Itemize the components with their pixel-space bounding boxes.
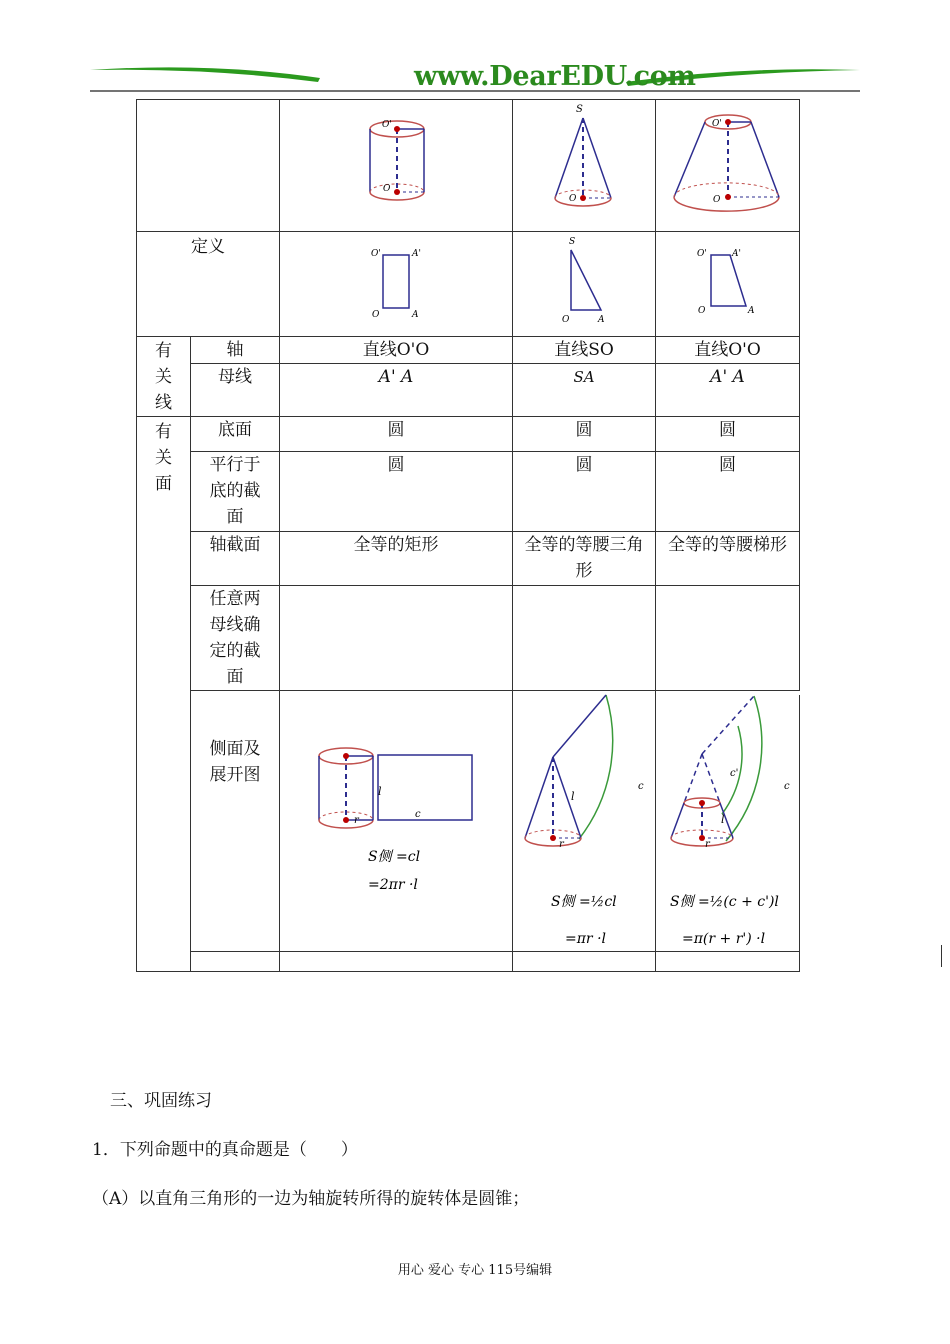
svg-text:A': A' bbox=[412, 249, 421, 259]
base-cylinder: 圆 bbox=[280, 417, 513, 452]
axial-section-label: 轴截面 bbox=[191, 532, 280, 586]
site-logo: www.DearEDU.com bbox=[414, 61, 696, 92]
axial-section-frustum: 全等的等腰梯形 bbox=[656, 532, 800, 586]
faces-group-label: 有关面 bbox=[155, 422, 172, 494]
svg-text:S: S bbox=[576, 104, 583, 115]
page-footer: 用心 爱心 专心 115号编辑 bbox=[397, 1263, 553, 1278]
svg-text:O': O' bbox=[382, 120, 392, 130]
lines-group-label: 有关线 bbox=[155, 341, 172, 413]
cone-lateral-figure bbox=[513, 691, 656, 952]
axis-cylinder: 直线O'O bbox=[280, 337, 513, 364]
any-section-row bbox=[137, 586, 800, 691]
svg-text:A: A bbox=[598, 315, 605, 325]
svg-text:l: l bbox=[571, 790, 575, 803]
svg-text:r: r bbox=[354, 815, 359, 826]
svg-text:S: S bbox=[569, 237, 576, 247]
svg-text:O: O bbox=[698, 306, 706, 316]
option-a: （A）以直角三角形的一边为轴旋转所得的旋转体是圆锥； bbox=[92, 1189, 530, 1209]
svg-text:O: O bbox=[562, 315, 570, 325]
svg-text:O': O' bbox=[697, 249, 707, 259]
section-heading: 三、巩固练习 bbox=[110, 1091, 212, 1111]
any-section-cylinder bbox=[280, 586, 513, 691]
svg-text:S侧 =½(c + c')l: S侧 =½(c + c')l bbox=[670, 894, 779, 910]
any-section-frustum bbox=[656, 586, 800, 691]
svg-text:S侧 =½cl: S侧 =½cl bbox=[551, 894, 617, 910]
svg-text:O: O bbox=[569, 194, 577, 204]
svg-text:c': c' bbox=[730, 768, 739, 779]
parallel-section-row bbox=[137, 452, 800, 532]
generatrix-row bbox=[137, 364, 800, 417]
axis-cone: 直线SO bbox=[513, 337, 656, 364]
parallel-section-label: 平行于底的截面 bbox=[191, 452, 280, 532]
svg-text:A': A' bbox=[732, 249, 741, 259]
lateral-label: 侧面及展开图 bbox=[191, 691, 280, 952]
generatrix-label: 母线 bbox=[191, 364, 280, 417]
page-header bbox=[90, 60, 860, 100]
axis-row bbox=[137, 337, 800, 364]
parallel-section-cylinder: 圆 bbox=[280, 452, 513, 532]
svg-text:=πr ·l: =πr ·l bbox=[565, 931, 607, 947]
any-section-cone bbox=[513, 586, 656, 691]
cone-figure bbox=[513, 100, 656, 232]
svg-text:c: c bbox=[638, 781, 644, 792]
svg-text:O: O bbox=[372, 310, 380, 320]
cylinder-section-figure bbox=[280, 232, 513, 337]
svg-text:O: O bbox=[383, 184, 391, 194]
any-section-label: 任意两母线确定的截面 bbox=[191, 586, 280, 691]
figure-row bbox=[137, 100, 800, 232]
definition-row bbox=[137, 232, 800, 337]
frustum-section-figure bbox=[656, 232, 800, 337]
svg-text:r: r bbox=[559, 839, 564, 850]
svg-text:O': O' bbox=[371, 249, 381, 259]
cone-section-figure bbox=[513, 232, 656, 337]
svg-text:O: O bbox=[713, 195, 721, 205]
svg-text:=π(r + r') ·l: =π(r + r') ·l bbox=[682, 931, 766, 947]
margin-mark bbox=[941, 945, 942, 967]
generatrix-frustum: A' A bbox=[656, 364, 800, 417]
cylinder-figure bbox=[280, 100, 513, 232]
axial-section-cone: 全等的等腰三角形 bbox=[513, 532, 656, 586]
axial-section-cylinder: 全等的矩形 bbox=[280, 532, 513, 586]
svg-text:S侧 =cl: S侧 =cl bbox=[368, 849, 421, 865]
svg-text:r: r bbox=[705, 839, 710, 850]
svg-text:l: l bbox=[721, 813, 725, 826]
axial-section-row bbox=[137, 532, 800, 586]
empty-row bbox=[137, 952, 800, 972]
question-1: 1．下列命题中的真命题是（ ） bbox=[92, 1140, 358, 1160]
svg-text:c: c bbox=[784, 781, 790, 792]
frustum-lateral-figure bbox=[656, 691, 800, 952]
generatrix-cylinder: A' A bbox=[280, 364, 513, 417]
svg-text:l: l bbox=[378, 785, 382, 798]
base-label: 底面 bbox=[191, 417, 280, 452]
definition-label: 定义 bbox=[191, 237, 225, 257]
svg-text:=2πr ·l: =2πr ·l bbox=[368, 877, 418, 893]
axis-label: 轴 bbox=[191, 337, 280, 364]
base-row bbox=[137, 417, 800, 452]
base-frustum: 圆 bbox=[656, 417, 800, 452]
frustum-figure bbox=[656, 100, 800, 232]
svg-text:A: A bbox=[748, 306, 755, 316]
svg-text:A: A bbox=[412, 310, 419, 320]
parallel-section-frustum: 圆 bbox=[656, 452, 800, 532]
lateral-row bbox=[137, 691, 800, 952]
generatrix-cone: SA bbox=[513, 364, 656, 417]
axis-frustum: 直线O'O bbox=[656, 337, 800, 364]
cylinder-lateral-figure bbox=[280, 691, 513, 952]
svg-text:O': O' bbox=[712, 119, 722, 129]
parallel-section-cone: 圆 bbox=[513, 452, 656, 532]
svg-text:c: c bbox=[415, 809, 421, 820]
solids-table bbox=[136, 99, 799, 972]
base-cone: 圆 bbox=[513, 417, 656, 452]
